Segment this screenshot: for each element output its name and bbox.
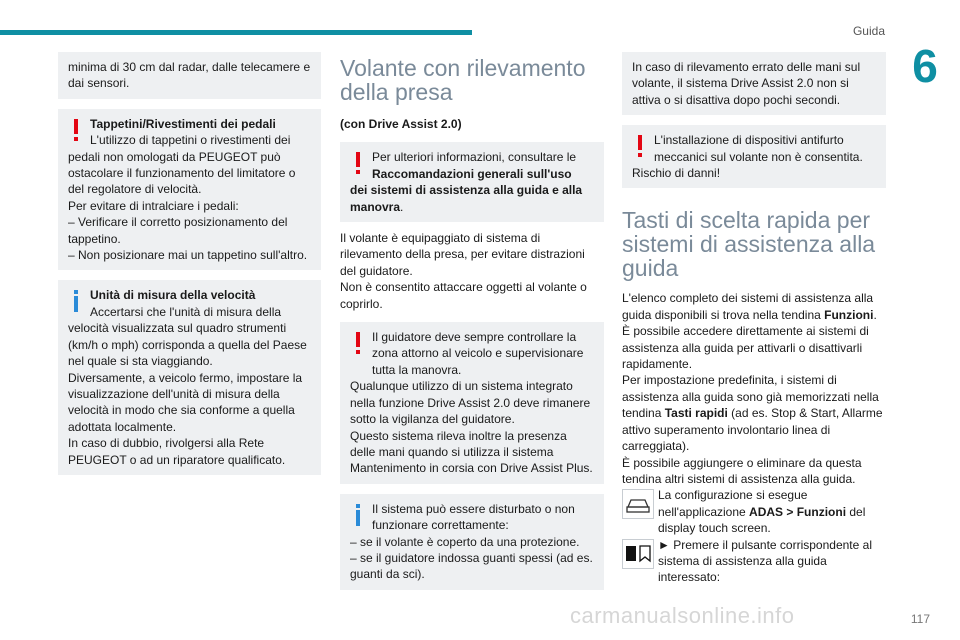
column-right (622, 52, 886, 586)
warning-text: zona attorno al veicolo e supervisionare tutta la manovra. (372, 346, 584, 377)
paragraph-press-button: ► Premere il pulsante corrispondente al sistema di assistenza alla guida interessato: (622, 537, 886, 586)
info-title: Unità di misura della velocità (90, 288, 256, 303)
header-accent-bar (0, 30, 472, 35)
warning-paragraph: Questo sistema rileva inoltre la presenza delle mani quando si utilizza il sistema Mantenimento in corsia con Drive Assist Plus. (350, 428, 593, 476)
warning-box-pedals (58, 109, 321, 271)
paragraph: Per impostazione predefinita, i sistemi di assistenza alla guida sono già memorizzati nella tendina Tasti rapidi (ad es. Stop & Start, Allarme attivo superamento involontario linea di carreggiata). (622, 373, 883, 454)
warning-text: meccanici sul volante non è consentita. (654, 149, 863, 164)
info-paragraph: In caso di dubbio, rivolgersi alla Rete PEUGEOT o ad un riparatore qualificato. (68, 436, 286, 467)
info-box-speed-unit (58, 280, 321, 474)
warning-title: Tappetini/Rivestimenti dei pedali (90, 116, 276, 131)
page-number: 117 (910, 612, 930, 626)
running-title: Guida (852, 24, 885, 38)
info-line1: Accertarsi che l'unità di misura della (90, 304, 282, 319)
shortcut-icon (622, 539, 654, 569)
paragraph: L'elenco completo dei sistemi di assistenza alla guida disponibili si trova nella tendina Funzioni. (622, 291, 877, 322)
warning-icon (636, 135, 644, 159)
section-heading: Tasti di scelta rapida per sistemi di assistenza alla guida (622, 207, 876, 282)
warning-text: dei sistemi di assistenza alla guida e alla manovra. (350, 183, 583, 214)
info-paragraph: Diversamente, a veicolo fermo, impostare la visualizzazione dell'unità di misura della velocità in modo che sia conforme a quella adottata localmente. (68, 370, 303, 434)
warning-text: pedali non omologati da PEUGEOT può ostacolare il funzionamento del limitatore o del regolatore di velocità. (68, 149, 296, 197)
note-text: In caso di rilevamento errato delle mani sul volante, il sistema Drive Assist 2.0 non si attiva o si disattiva dopo pochi secondi. (632, 60, 861, 107)
warning-line1: L'installazione di dispositivi antifurto (654, 133, 844, 148)
warning-line1: Il guidatore deve sempre controllare la (372, 330, 577, 345)
warning-box-driver (340, 322, 604, 484)
note-text: minima di 30 cm dal radar, dalle telecamere e dai sensori. (68, 60, 311, 91)
warning-list-item: – Verificare il corretto posizionamento del tappetino. (68, 215, 288, 246)
warning-paragraph: Per evitare di intralciare i pedali: (68, 198, 239, 213)
warning-icon (354, 332, 362, 356)
info-list-item: – se il volante è coperto da una protezione. (350, 534, 580, 549)
column-middle (340, 56, 604, 590)
info-text: funzionare correttamente: (372, 518, 509, 533)
warning-list-item: – Non posizionare mai un tappetino sull'altro. (68, 248, 308, 263)
paragraph: È possibile accedere direttamente ai sistemi di assistenza alla guida per attivarli o disattivarli rapidamente. (622, 324, 869, 372)
paragraph-adas: La configurazione si esegue nell'applicazione ADAS > Funzioni del display touch screen. (622, 487, 886, 536)
warning-line1: Per ulteriori informazioni, consultare le (372, 150, 577, 165)
paragraph: Non è consentito attaccare oggetti al volante o coprirlo. (340, 280, 587, 311)
section-heading: Volante con rilevamento della presa (340, 55, 586, 105)
section-subheading: (con Drive Assist 2.0) (340, 117, 462, 131)
note-box (58, 52, 321, 99)
info-text: velocità visualizzata sul quadro strumenti (km/h o mph) corrisponda a quella del Paese nel quale si sta viaggiando. (68, 321, 307, 369)
warning-paragraph: Qualunque utilizzo di un sistema integrato nella funzione Drive Assist 2.0 deve rimanere sotto la vigilanza del guidatore. (350, 379, 591, 427)
info-line1: Il sistema può essere disturbato o non (372, 501, 575, 516)
warning-bold-text: Raccomandazioni generali sull'uso (372, 166, 572, 181)
note-box (622, 52, 886, 115)
warning-box-recommendations (340, 142, 604, 222)
chapter-number: 6 (912, 40, 938, 92)
warning-box-antitheft (622, 125, 886, 188)
warning-icon (354, 152, 362, 176)
info-icon (72, 290, 80, 314)
warning-icon (72, 119, 80, 143)
warning-paragraph: Rischio di danni! (632, 166, 721, 181)
info-icon (354, 504, 362, 528)
paragraph: Il volante è equipaggiato di sistema di rilevamento della presa, per evitare distrazioni del guidatore. (340, 231, 585, 278)
car-icon (622, 489, 654, 519)
info-list-item: – se il guidatore indossa guanti spessi (ad es. guanti da sci). (350, 550, 593, 582)
warning-line1: L'utilizzo di tappetini o rivestimenti dei (90, 133, 291, 148)
paragraph: È possibile aggiungere o eliminare da questa tendina altri sistemi di assistenza alla guida. (622, 455, 862, 486)
column-left (58, 52, 321, 475)
watermark: carmanualsonline.info (570, 603, 795, 628)
info-box-disturbance (340, 494, 604, 590)
